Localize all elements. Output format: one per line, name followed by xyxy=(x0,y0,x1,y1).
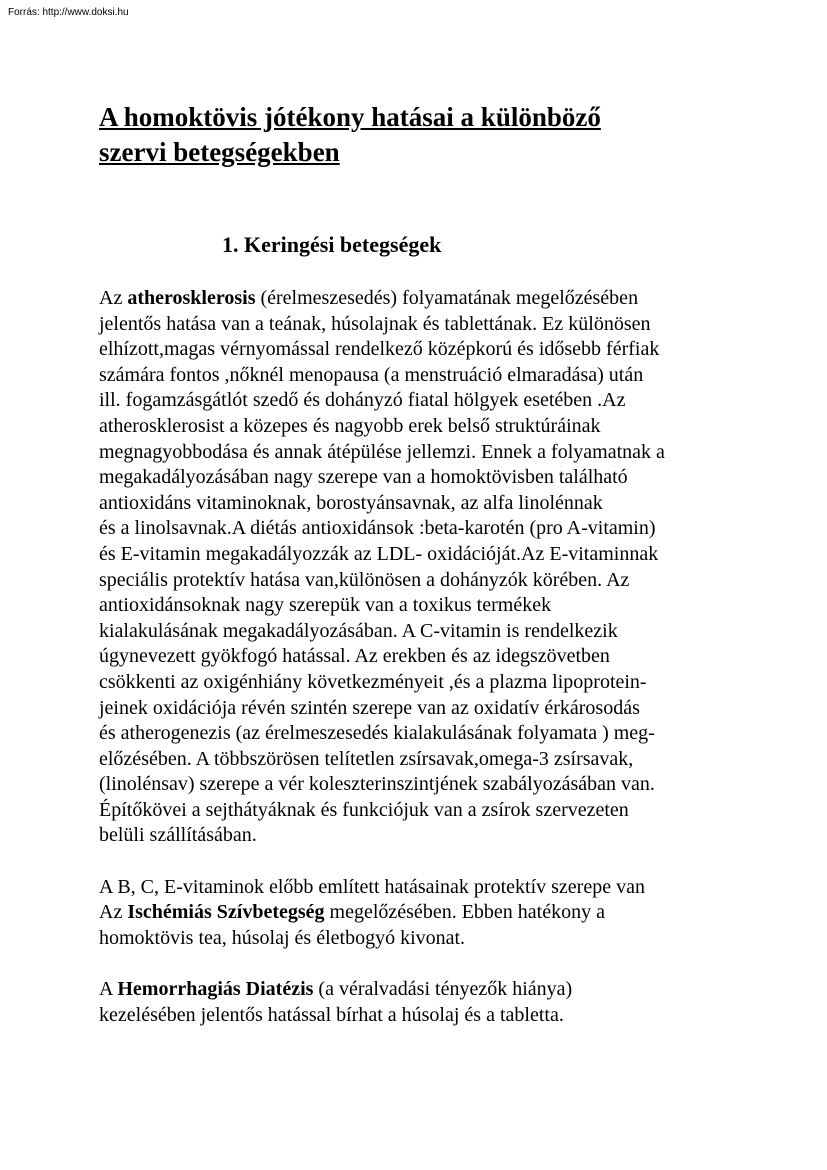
title-line: A homoktövis jótékony hatásai a különböző xyxy=(99,102,601,132)
text-line: antioxidáns vitaminoknak, borostyánsavnak, az alfa linolénnak xyxy=(99,491,603,514)
text-line: antioxidánsoknak nagy szerepük van a toxikus termékek xyxy=(99,594,552,617)
term-ischemias-szivbetegseg: Ischémiás Szívbetegség xyxy=(127,901,325,924)
body-text xyxy=(99,286,799,1028)
text-line: kialakulásának megakadályozásában. A C-vitamin is rendelkezik xyxy=(99,619,618,642)
text-line: csökkenti az oxigénhiány következményeit ,és a plazma lipoprotein- xyxy=(99,670,647,693)
text-line: megakadályozásában nagy szerepe van a homoktövisben található xyxy=(99,466,628,489)
text-line: Építőkövei a sejthátyáknak és funkciójuk van a zsírok szervezeten xyxy=(99,798,629,821)
text-run: Az xyxy=(99,901,128,924)
text-line: speciális protektív hatása van,különösen a dohányzók körében. Az xyxy=(99,568,630,591)
text-line: és atherogenezis (az érelmeszesedés kialakulásának folyamata ) meg- xyxy=(99,722,655,745)
text-line xyxy=(99,286,799,312)
text-line: előzésében. A többszörösen telítetlen zsírsavak,omega-3 zsírsavak, xyxy=(99,747,634,770)
text-line: úgynevezett gyökfogó hatással. Az erekben és az idegszövetben xyxy=(99,645,610,668)
text-line: és a linolsavnak.A diétás antioxidánsok :beta-karotén (pro A-vitamin) xyxy=(99,517,656,540)
text-line: kezelésében jelentős hatással bírhat a húsolaj és a tabletta. xyxy=(99,1003,564,1026)
text-line: jelentős hatása van a teának, húsolajnak és tablettának. Ez különösen xyxy=(99,312,651,335)
text-line: ill. fogamzásgátlót szedő és dohányzó fiatal hölgyek esetében .Az xyxy=(99,389,626,412)
text-run: megelőzésében. Ebben hatékony a xyxy=(324,901,605,924)
text-line: és E-vitamin megakadályozzák az LDL- oxidációját.Az E-vitaminnak xyxy=(99,542,659,565)
text-run: A xyxy=(99,978,118,1001)
text-line: (linolénsav) szerepe a vér koleszterinszintjének szabályozásában van. xyxy=(99,773,655,796)
paragraph-1 xyxy=(99,286,799,849)
text-line: homoktövis tea, húsolaj és életbogyó kivonat. xyxy=(99,926,466,949)
source-note: Forrás: http://www.doksi.hu xyxy=(8,7,129,18)
term-hemorrhagias-diatezis: Hemorrhagiás Diatézis xyxy=(117,978,314,1001)
text-line: számára fontos ,nőknél menopausa (a menstruáció elmaradása) után xyxy=(99,363,644,386)
text-line: atherosklerosist a közepes és nagyobb erek belső struktúráinak xyxy=(99,414,601,437)
paragraph-gap xyxy=(99,849,799,875)
text-line: elhízott,magas vérnyomással rendelkező középkorú és idősebb férfiak xyxy=(99,338,660,361)
text-line xyxy=(99,900,799,926)
section-heading: 1. Keringési betegségek xyxy=(222,232,442,257)
text-run: (a véralvadási tényezők hiánya) xyxy=(313,978,573,1001)
paragraph-gap xyxy=(99,951,799,977)
document-title xyxy=(99,100,601,170)
term-atherosklerosis: atherosklerosis xyxy=(127,287,256,309)
text-line: belüli szállításában. xyxy=(99,824,257,847)
text-line: jeinek oxidációja révén szintén szerepe van az oxidatív érkárosodás xyxy=(99,696,640,719)
text-line: A B, C, E-vitaminok előbb említett hatásainak protektív szerepe van xyxy=(99,875,645,898)
title-line: szervi betegségekben xyxy=(99,137,340,167)
text-line xyxy=(99,977,799,1003)
text-line: megnagyobbodása és annak átépülése jellemzi. Ennek a folyamatnak a xyxy=(99,440,665,463)
text-run: Az xyxy=(99,287,128,309)
paragraph-2 xyxy=(99,875,799,952)
text-run: (érelmeszesedés) folyamatának megelőzésében xyxy=(255,287,639,309)
paragraph-3 xyxy=(99,977,799,1028)
